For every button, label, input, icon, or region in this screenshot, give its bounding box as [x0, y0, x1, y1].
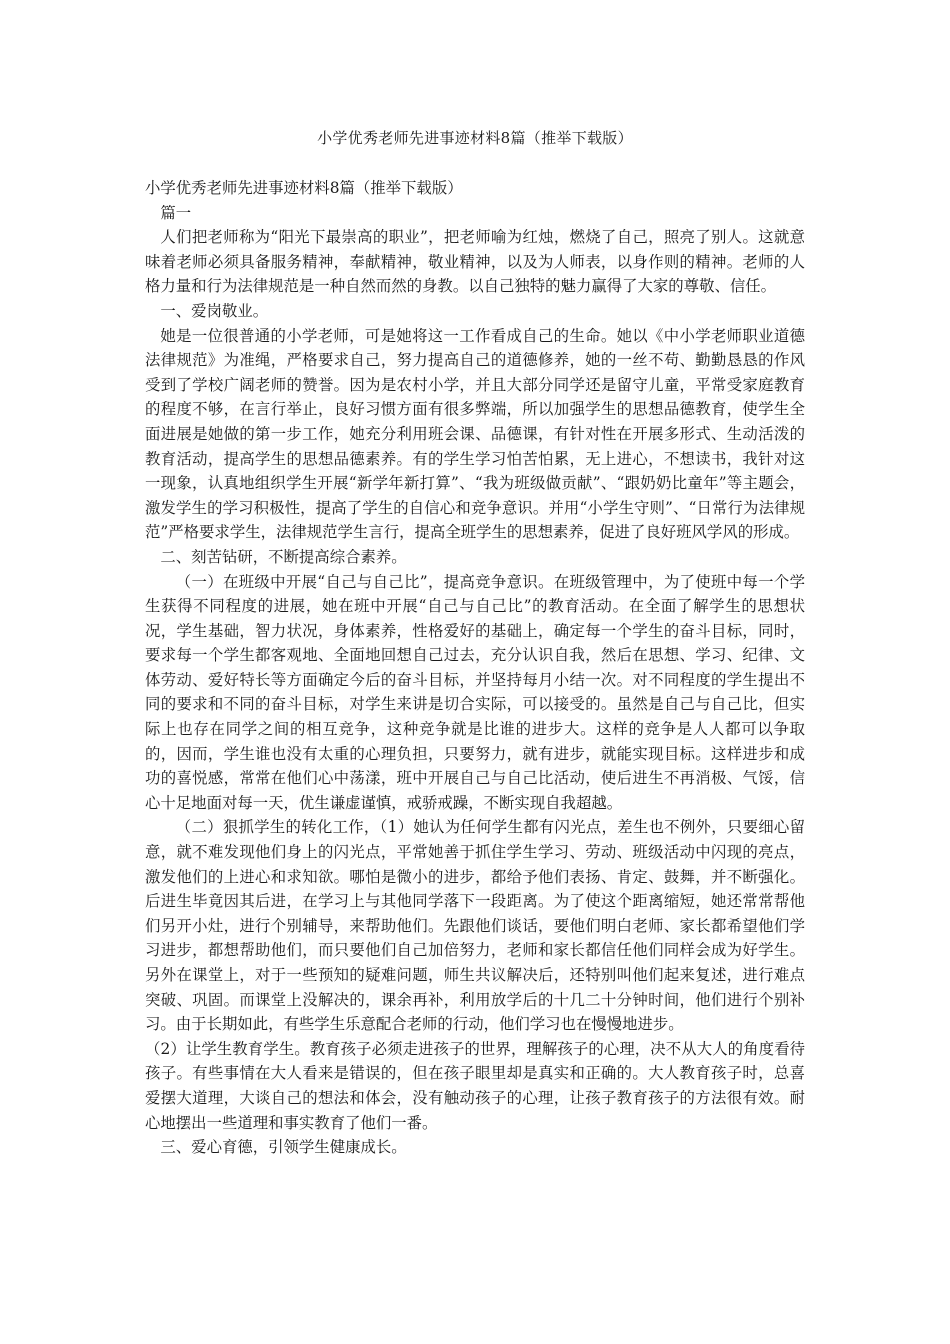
document-subtitle: 小学优秀老师先进事迹材料8篇（推举下载版）: [145, 179, 463, 197]
document-title: 小学优秀老师先进事迹材料8篇（推举下载版）: [317, 129, 633, 147]
paragraph-section-2-part-1: （一）在班级中开展“自己与自己比”，提高竞争意识。在班级管理中，为了使班中每一个学生获得不同程度的进展，她在班中开展“自己与自己比”的教育活动。在全面了解学生的思想状况，学生基础，智力状况，身体素养，性格爱好的基础上，确定每一个学生的奋斗目标，同时，要求每一个学生都客观地、全面地回想自己过去，充分认识自我，然后在思想、学习、纪律、文体劳动、爱好特长等方面确定今后的奋斗目标，并坚持每月小结一次。对不同程度的学生提出不同的要求和不同的奋斗目标，对学生来讲是切合实际，可以接受的。虽然是自己与自己比，但实际上也存在同学之间的相互竞争，这种竞争就是比谁的进步大。这样的竞争是人人都可以争取的，因而，学生谁也没有太重的心理负担，只要努力，就有进步，就能实现目标。这样进步和成功的喜悦感，常常在他们心中荡漾，班中开展自己与自己比活动，使后进生不再消极、气馁，信心十足地面对每一天，优生谦虚谨慎，戒骄戒躁，不断实现自我超越。: [145, 572, 805, 812]
paragraph-intro: 人们把老师称为“阳光下最崇高的职业”，把老师喻为红烛，燃烧了自己，照亮了别人。这就意味着老师必须具备服务精神，奉献精神，敬业精神，以及为人师表，以身作则的精神。老师的人格力量和行为法律规范是一种自然而然的身教。以自己独特的魅力赢得了大家的尊敬、信任。: [145, 228, 805, 296]
section-heading-1: 一、爱岗敬业。: [160, 301, 269, 320]
section-heading-2: 二、刻苦钻研，不断提高综合素养。: [160, 547, 407, 566]
paragraph-section-2-part-2: （二）狠抓学生的转化工作，（1）她认为任何学生都有闪光点，差生也不例外，只要细心留意，就不难发现他们身上的闪光点，平常她善于抓住学生学习、劳动、班级活动中闪现的亮点，激发他们的上进心和求知欲。哪怕是微小的进步，都给予他们表扬、肯定、鼓舞，并不断强化。后进生毕竟因其后进，在学习上与其他同学落下一段距离。为了使这个距离缩短，她还常常帮他们另开小灶，进行个别辅导，来帮助他们。先跟他们谈话，要他们明白老师、家长都希望他们学习进步，都想帮助他们，而只要他们自己加倍努力，老师和家长都信任他们同样会成为好学生。另外在课堂上，对于一些预知的疑难问题，师生共议解决后，还特别叫他们起来复述，进行难点突破、巩固。而课堂上没解决的，课余再补，利用放学后的十几二十分钟时间，他们进行个别补习。由于长期如此，有些学生乐意配合老师的行动，他们学习也在慢慢地进步。: [145, 818, 805, 1034]
paragraph-section-2-part-3: （2）让学生教育学生。教育孩子必须走进孩子的世界，理解孩子的心理，决不从大人的角度看待孩子。有些事情在大人看来是错误的，但在孩子眼里却是真实和正确的。大人教育孩子时，总喜爱摆大道理，大谈自己的想法和体会，没有触动孩子的心理，让孩子教育孩子的方法很有效。耐心地摆出一些道理和事实教育了他们一番。: [145, 1039, 805, 1132]
document-body: [145, 176, 805, 1160]
paragraph-section-1: 她是一位很普通的小学老师，可是她将这一工作看成自己的生命。她以《中小学老师职业道德法律规范》为准绳，严格要求自己，努力提高自己的道德修养，她的一丝不苟、勤勤恳恳的作风受到了学校广阔老师的赞誉。因为是农村小学，并且大部分同学还是留守儿童，平常受家庭教育的程度不够，在言行举止，良好习惯方面有很多弊端，所以加强学生的思想品德教育，使学生全面进展是她做的第一步工作，她充分利用班会课、品德课，有针对性在开展多形式、生动活泼的教育活动，提高学生的思想品德素养。有的学生学习怕苦怕累，无上进心，不想读书，我针对这一现象，认真地组织学生开展“新学年新打算”、“我为班级做贡献”、“跟奶奶比童年”等主题会，激发学生的学习积极性，提高了学生的自信心和竞争意识。并用“小学生守则”、“日常行为法律规范”严格要求学生，法律规范学生言行，提高全班学生的思想素养，促进了良好班风学风的形成。: [145, 326, 805, 542]
part-label: 篇一: [160, 203, 192, 222]
section-heading-3: 三、爱心育德，引领学生健康成长。: [160, 1138, 407, 1157]
